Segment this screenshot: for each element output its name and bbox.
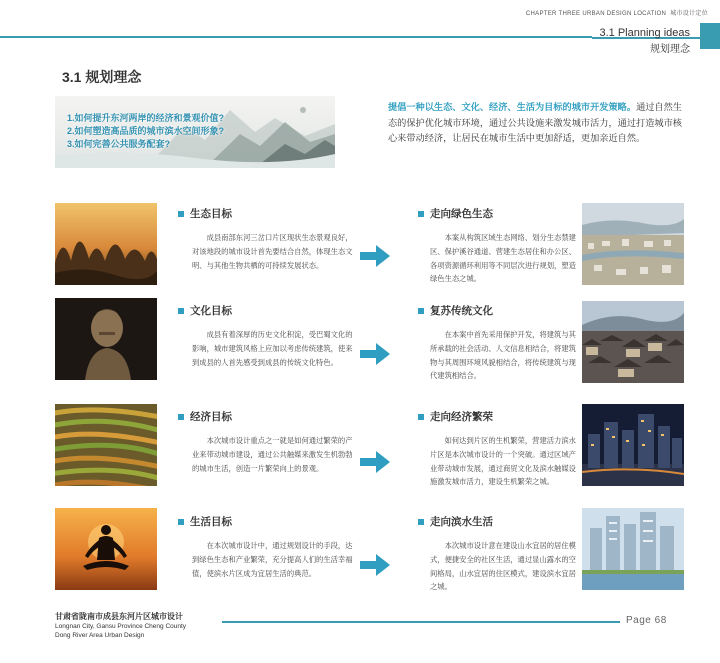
goal-text: 本次城市设计重点之一就是如何通过繁荣的产业来带动城市建设，通过公共触媒来激发生机勃勃的城市生活，创造一片繁荣向上的景观。 — [192, 436, 353, 473]
path-text: 在本案中首先采用保护开发，将建筑与其所承载的社会活动、人文信息相结合，将建筑物与其周围环境风貌相结合，将传统建筑与现代建筑相结合。 — [430, 330, 576, 381]
intro-highlight: 提倡一种以生态、文化、经济、生活为目标的城市开发策略。 — [388, 102, 637, 112]
square-bullet-icon — [178, 519, 184, 525]
square-bullet-icon — [178, 211, 184, 217]
square-bullet-icon — [418, 211, 424, 217]
question-item: 1.如何提升东河两岸的经济和景观价值? — [67, 113, 225, 123]
goal-title: 经济目标 — [190, 411, 232, 423]
path-waterfront-living — [418, 514, 578, 594]
chapter-header — [526, 8, 708, 17]
intro-body: 通过自然生态的保护优化城市环境，通过公共设施来激发城市活力，通过打造城市核心来带动经济，让居民在城市生活中更加舒适，更加亲近自然。 — [388, 102, 682, 143]
goal-culture — [178, 303, 358, 369]
page-number: Page 68 — [626, 615, 667, 626]
questions-banner — [55, 96, 335, 168]
goal-living — [178, 514, 358, 580]
goal-title: 生态目标 — [190, 208, 232, 220]
square-bullet-icon — [418, 308, 424, 314]
arrow-right-icon — [360, 245, 390, 267]
goal-ecology — [178, 206, 358, 272]
path-traditional-culture — [418, 303, 578, 383]
goal-text: 在本次城市设计中，通过规划设计的手段，达到绿色生态和产业繁荣，充分提高人们的生活幸福值，使滨水片区成为宜居生活的典范。 — [192, 541, 353, 578]
section-cn: 规划理念 — [650, 44, 690, 55]
chapter-en: CHAPTER THREE URBAN DESIGN LOCATION — [525, 11, 667, 17]
goal-text: 成县南部东河三岔口片区现状生态景观良好，对该地段的城市设计首先要结合自然，体现生态文明、与其他生物共栖的可持续发展状态。 — [192, 233, 353, 270]
path-text: 如何达到片区的生机繁荣，营建活力滨水片区是本次城市设计的一个突破。通过区域产业带动城市发展，通过商贸文化及滨水触媒设施激发城市活力，建设生机繁荣之城。 — [430, 436, 576, 487]
header-rule — [0, 36, 592, 38]
goal-title: 文化目标 — [190, 305, 232, 317]
path-economic-prosperity — [418, 409, 578, 489]
meditation-silhouette-image — [55, 508, 157, 590]
question-list — [67, 112, 224, 151]
question-item: 3.如何完善公共服务配套? — [67, 139, 171, 149]
footer-project-cn: 甘肃省陇南市成县东河片区城市设计 — [55, 612, 183, 621]
path-title: 走向绿色生态 — [430, 208, 493, 220]
section-en: 3.1 Planning ideas — [599, 27, 690, 39]
footer-project-en — [55, 622, 186, 640]
square-bullet-icon — [418, 414, 424, 420]
waterfront-towers-image — [582, 508, 684, 590]
terraced-fields-image — [55, 404, 157, 486]
path-title: 走向经济繁荣 — [430, 411, 493, 423]
arrow-right-icon — [360, 554, 390, 576]
path-title: 复苏传统文化 — [430, 305, 493, 317]
path-text: 本案从构筑区域生态网络、划分生态禁建区、保护溪谷通道、营建生态居住和办公区、各项资源循环利用等不同层次进行规划，塑造绿色生态之城。 — [430, 233, 576, 284]
footer-en-line: Dong River Area Urban Design — [55, 632, 145, 639]
path-green-ecology — [418, 206, 578, 286]
footer-rule — [222, 621, 620, 623]
arrow-right-icon — [360, 343, 390, 365]
chapter-cn: 城市设计定位 — [670, 11, 708, 17]
path-text: 本次城市设计意在建设山水宜居的居住模式，便捷安全的社区生活，通过显山露水的空间格局，山水宜居的住区模式，建设滨水宜居之城。 — [430, 541, 576, 592]
night-skyline-image — [582, 404, 684, 486]
city-aerial-image — [582, 203, 684, 285]
goal-economy — [178, 409, 358, 475]
arrow-right-icon — [360, 451, 390, 473]
terracotta-warrior-image — [55, 298, 157, 380]
goal-title: 生活目标 — [190, 516, 232, 528]
footer-en-line: Longnan City, Gansu Province Cheng County — [55, 623, 187, 630]
path-title: 走向滨水生活 — [430, 516, 493, 528]
square-bullet-icon — [178, 308, 184, 314]
old-town-rooftops-image — [582, 301, 684, 383]
intro-paragraph — [388, 100, 690, 147]
header-accent-block — [700, 23, 720, 49]
goal-text: 成县有着深厚的历史文化积淀，受巴蜀文化的影响，城市建筑风格上应加以考虑传统建筑，使来到成县的人首先感受到成县的传统文化特色。 — [192, 330, 353, 367]
question-item: 2.如何塑造高品质的城市滨水空间形象? — [67, 126, 225, 136]
square-bullet-icon — [418, 519, 424, 525]
square-bullet-icon — [178, 414, 184, 420]
karst-sunset-image — [55, 203, 157, 285]
page-title: 3.1 规划理念 — [62, 69, 142, 85]
